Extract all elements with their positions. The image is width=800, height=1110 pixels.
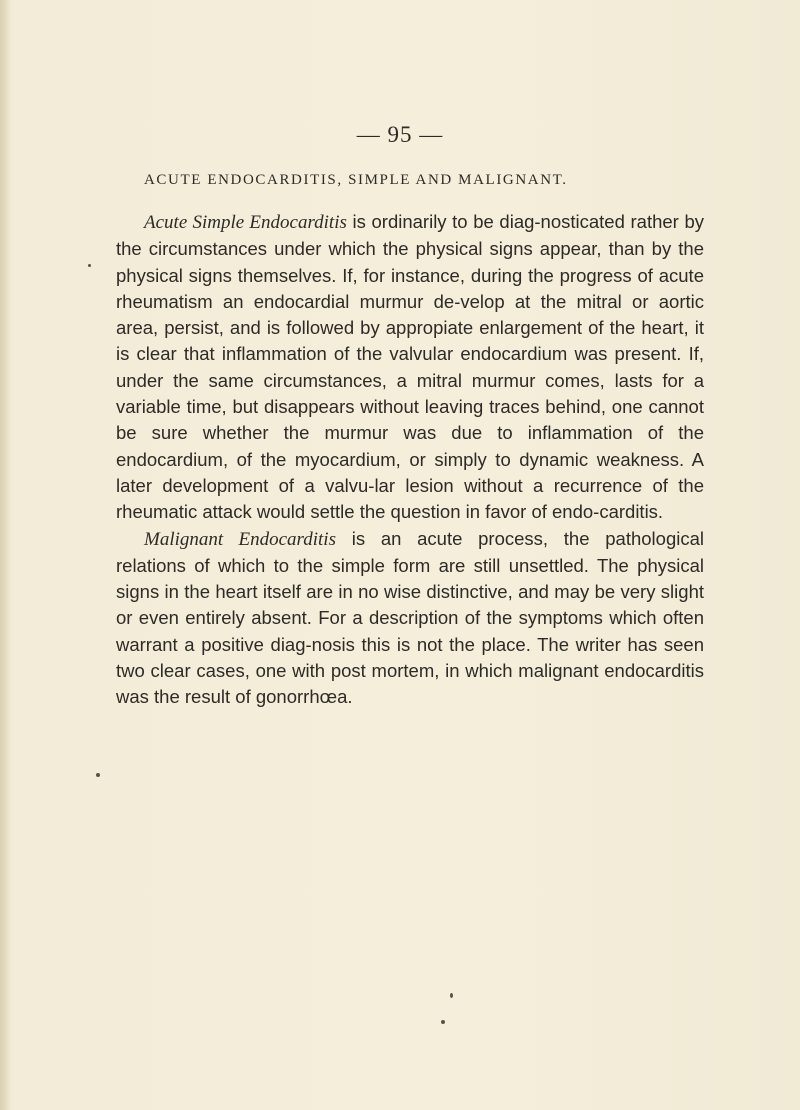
paper-speck xyxy=(450,993,453,998)
body-text xyxy=(116,209,704,711)
paragraph-title: Acute Simple Endocarditis xyxy=(144,212,347,233)
paper-speck xyxy=(441,1020,445,1024)
paragraph-text: is ordinarily to be diag-nosticated rather by the circumstances under which the physical signs appear, than by the physical signs themselves. If, for instance, during the progress of acute rheumatism an endocardial murmur de-velop at the mitral or aortic area, persist, and is followed by appropiate enlargement of the heart, it is clear that inflammation of the valvular endocardium was present. If, under the same circumstances, a mitral murmur comes, lasts for a variable time, but disappears without leaving traces behind, one cannot be sure whether the murmur was due to inflammation of the endocardium, of the myocardium, or simply to dynamic weakness. A later development of a valvu-lar lesion without a recurrence of the rheumatic attack would settle the question in favor of endo-carditis. xyxy=(116,211,704,523)
running-head: ACUTE ENDOCARDITIS, SIMPLE AND MALIGNANT. xyxy=(144,172,568,188)
paragraph-malignant-endocarditis xyxy=(116,526,704,711)
paragraph-title: Malignant Endocarditis xyxy=(144,528,336,550)
page-number: — 95 — xyxy=(356,122,444,147)
paper-speck xyxy=(88,264,91,267)
paragraph-simple-endocarditis xyxy=(116,209,704,526)
paper-speck xyxy=(96,773,100,777)
page-binding-edge xyxy=(0,0,10,1110)
paragraph-text: is an acute process, the pathological relations of which to the simple form are still unsettled. The physical signs in the heart itself are in no wise distinctive, and may be very slight or even entirely absent. For a description of the symptoms which often warrant a positive diag-nosis this is not the place. The writer has seen two clear cases, one with post mortem, in which malignant endocarditis was the result of gonorrhœa. xyxy=(116,527,704,708)
